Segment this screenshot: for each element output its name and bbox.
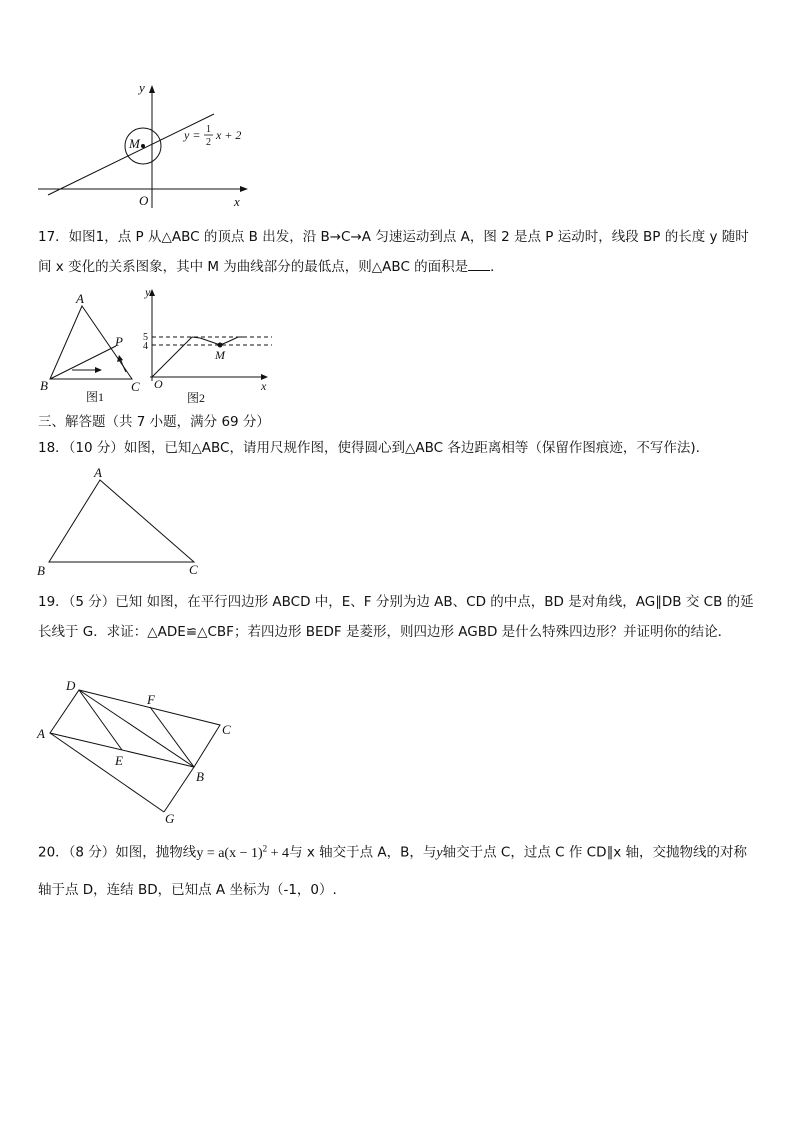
y-axis-label: y xyxy=(139,80,145,95)
q17-text-main: 17．如图1，点 P 从△ABC 的顶点 B 出发，沿 B→C→A 匀速运动到点 A，图 2 是点 P 运动时，线段 BP 的长度 y 随时间 x 变化的关系图象，其中 M 为曲线部分的最低点，则△ABC 的面积是 xyxy=(38,229,749,275)
graph-curve-lower xyxy=(200,337,246,345)
graph-curve xyxy=(152,337,200,377)
q17-text-end: ． xyxy=(490,259,504,275)
y-axis-arrow xyxy=(149,85,155,93)
origin-label: O xyxy=(139,193,149,208)
q19-text: 19．（5 分）已知 如图，在平行四边形 ABCD 中，E、F 分别为边 AB、CD 的中点，BD 是对角线，AG∥DB 交 CB 的延长线于 G．求证：△ADE≌△CBF；若四边形 BEDF 是菱形，则四边形 AGBD 是什么特殊四边形？并证明你的结论． xyxy=(38,594,754,640)
vertex-c: C xyxy=(222,722,231,737)
vertex-a: A xyxy=(37,726,45,741)
point-e: E xyxy=(115,753,123,768)
arrow-bc-head xyxy=(95,367,102,373)
segment-bp xyxy=(50,346,116,379)
vertex-d: D xyxy=(66,678,76,693)
q17-figure-2 xyxy=(140,284,280,406)
point-m-label: M xyxy=(215,348,225,362)
q20-equation xyxy=(196,843,290,861)
equation-fraction-num: 1 xyxy=(206,124,211,135)
point-f: F xyxy=(147,692,155,707)
x-axis-arrow xyxy=(240,186,248,192)
eq-main: y = a(x − 1) xyxy=(196,845,263,861)
vertex-b: B xyxy=(196,769,204,784)
figure-1-caption: 图1 xyxy=(86,390,105,404)
q20-text-end: 轴交于点 C，过点 C 作 CD∥x 轴，交抛物线的对称轴于点 D，连结 BD，已知点 A 坐标为（-1，0）. xyxy=(38,844,748,898)
vertex-b: B xyxy=(37,563,45,578)
tick-5: 5 xyxy=(143,332,148,343)
q17-text xyxy=(38,222,760,282)
q16-figure xyxy=(30,80,260,212)
section-title: 三、解答题（共 7 小题，满分 69 分） xyxy=(38,414,270,430)
vertex-a: A xyxy=(76,291,84,306)
q18-figure xyxy=(34,464,206,580)
x-axis-label: x xyxy=(261,379,267,393)
q20-text-mid: 与 x 轴交于点 A，B，与 xyxy=(289,844,437,861)
vertex-c: C xyxy=(131,379,140,394)
answer-blank[interactable] xyxy=(468,258,490,271)
equation-fraction-den: 2 xyxy=(206,137,211,148)
vertex-a: A xyxy=(94,465,102,480)
triangle-abc xyxy=(49,480,194,562)
q20-text xyxy=(38,830,760,908)
q18-text: 18．（10 分）如图，已知△ABC，请用尺规作图，使得圆心到△ABC 各边距离相等（保留作图痕迹，不写作法). xyxy=(38,440,700,456)
equation-suffix: x + 2 xyxy=(216,128,242,142)
equation-prefix: y = xyxy=(184,128,201,142)
tick-4: 4 xyxy=(143,341,148,352)
graph-line xyxy=(48,114,214,195)
point-m-label: M xyxy=(129,136,140,151)
q19-figure xyxy=(34,676,244,826)
q20-y-label: y xyxy=(436,845,443,861)
point-m xyxy=(141,144,145,148)
parallelogram-abcd xyxy=(50,690,220,767)
eq-exponent: 2 xyxy=(262,843,268,853)
eq-tail: + 4 xyxy=(267,845,290,861)
segment-ag xyxy=(50,733,164,812)
q17-figure-1 xyxy=(36,290,146,406)
diagonal-db xyxy=(79,690,194,767)
point-p: P xyxy=(115,334,123,349)
origin-label: O xyxy=(154,377,163,391)
y-axis-label: y xyxy=(145,285,151,299)
point-m xyxy=(218,343,223,348)
segment-gb xyxy=(164,767,194,812)
figure-2-caption: 图2 xyxy=(187,391,206,405)
x-axis-label: x xyxy=(234,194,240,209)
vertex-c: C xyxy=(189,562,198,577)
q20-text-intro: 20．（8 分）如图，抛物线 xyxy=(38,844,197,861)
vertex-b: B xyxy=(40,378,48,393)
point-g: G xyxy=(165,811,175,826)
